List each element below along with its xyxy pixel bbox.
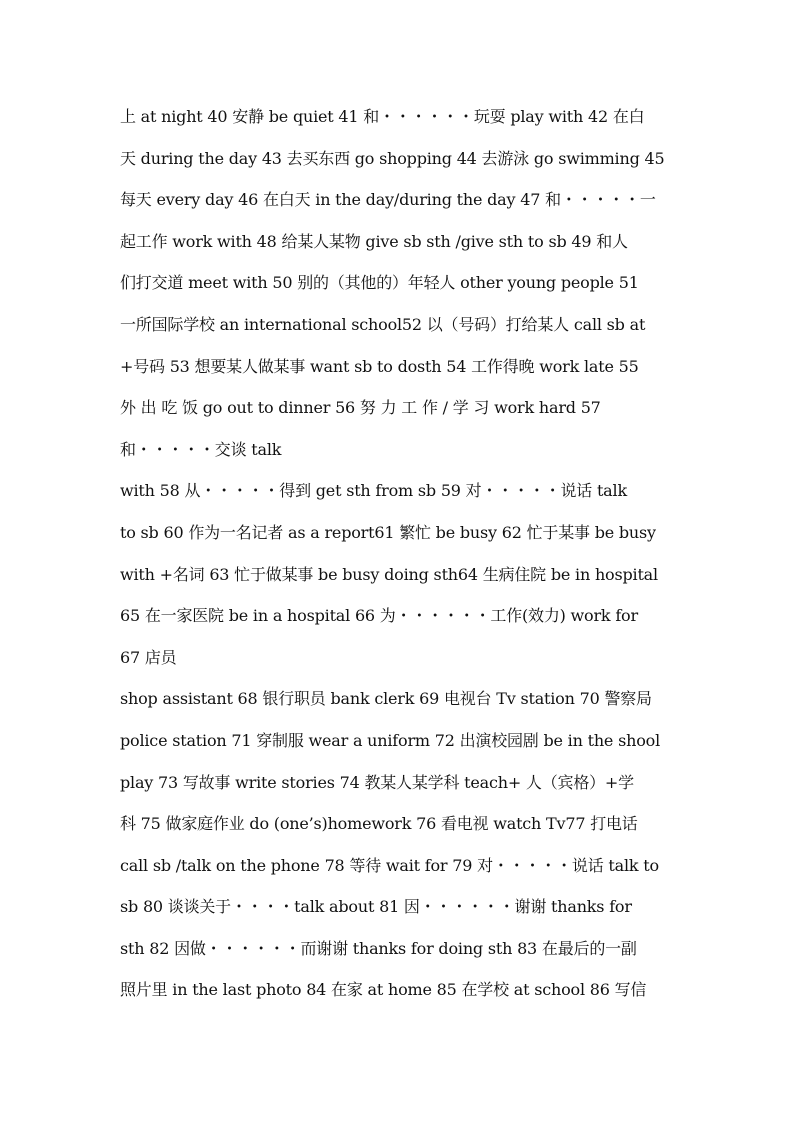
text-line: sth 82 因做・・・・・・而谢谢 thanks for doing sth 83 在最后的一副: [120, 938, 637, 958]
text-line: 外 出 吃 饭 go out to dinner 56 努 力 工 作 / 学 习 work hard 57: [120, 398, 601, 418]
text-line: 一所国际学校 an international school52 以（号码）打给某人 call sb at: [120, 314, 646, 334]
text-line: 67 店员: [120, 647, 177, 667]
text-line: sb 80 谈谈关于・・・・talk about 81 因・・・・・・谢谢 thanks for: [120, 897, 632, 917]
text-line: 65 在一家医院 be in a hospital 66 为・・・・・・工作(效力) work for: [120, 606, 638, 626]
text-line: with +名词 63 忙于做某事 be busy doing sth64 生病住院 be in hospital: [120, 564, 658, 584]
text-line: +号码 53 想要某人做某事 want sb to dosth 54 工作得晚 work late 55: [120, 356, 639, 376]
text-line: 每天 every day 46 在白天 in the day/during the day 47 和・・・・・一: [120, 190, 656, 210]
text-line: 们打交道 meet with 50 别的（其他的）年轻人 other young people 51: [120, 273, 639, 293]
text-line: to sb 60 作为一名记者 as a report61 繁忙 be busy 62 忙于某事 be busy: [120, 522, 656, 542]
text-line: shop assistant 68 银行职员 bank clerk 69 电视台 Tv station 70 警察局: [120, 689, 652, 709]
text-line: call sb /talk on the phone 78 等待 wait for 79 对・・・・・说话 talk to: [120, 855, 659, 875]
text-line: 科 75 做家庭作业 do (one’s)homework 76 看电视 watch Tv77 打电话: [120, 814, 638, 834]
text-line: with 58 从・・・・・得到 get sth from sb 59 对・・・・・说话 talk: [120, 481, 627, 501]
text-line: 起工作 work with 48 给某人某物 give sb sth /give sth to sb 49 和人: [120, 231, 628, 251]
vocabulary-text: [120, 96, 700, 1011]
text-line: 照片里 in the last photo 84 在家 at home 85 在学校 at school 86 写信: [120, 980, 647, 1000]
text-line: 和・・・・・交谈 talk: [120, 439, 282, 459]
text-line: 天 during the day 43 去买东西 go shopping 44 去游泳 go swimming 45: [120, 148, 665, 168]
text-line: 上 at night 40 安静 be quiet 41 和・・・・・・玩耍 play with 42 在白: [120, 107, 645, 126]
text-line: police station 71 穿制服 wear a uniform 72 出演校园剧 be in the shool: [120, 730, 660, 750]
text-line: play 73 写故事 write stories 74 教某人某学科 teach+ 人（宾格）+学: [120, 772, 634, 792]
